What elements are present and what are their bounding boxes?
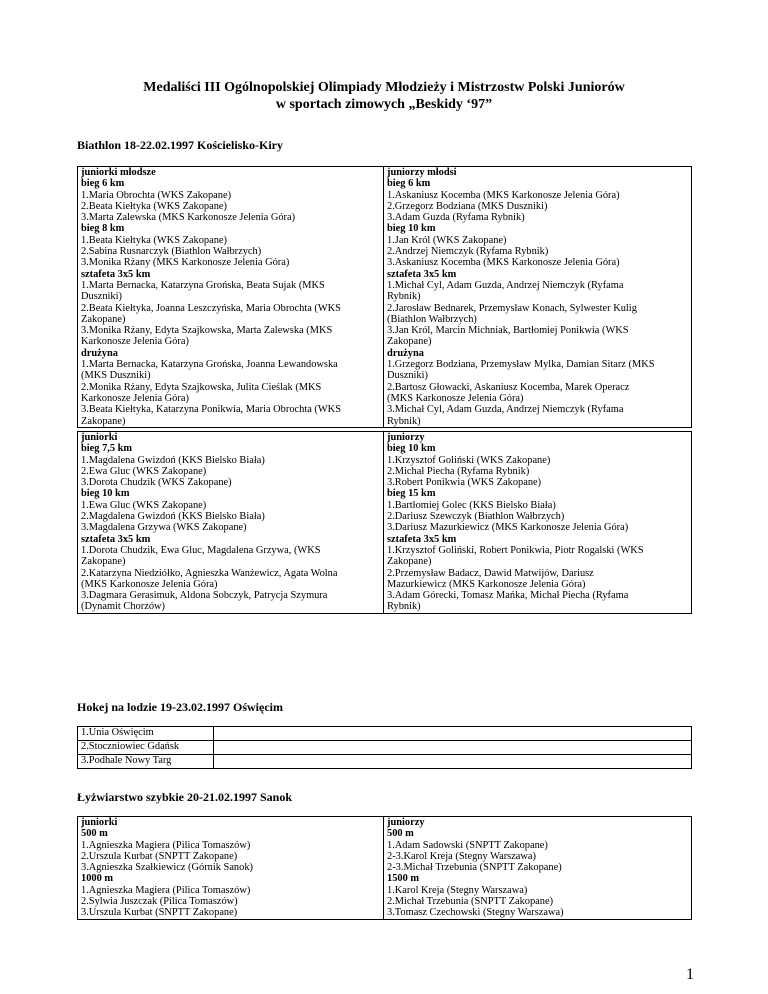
category-heading: bieg 8 km: [81, 223, 125, 235]
category-heading: bieg 7,5 km: [81, 443, 133, 455]
result-line: 2.Ewa Gluc (WKS Zakopane): [81, 465, 207, 477]
category-heading: bieg 10 km: [387, 223, 436, 235]
result-line: 1.Jan Król (WKS Zakopane): [387, 234, 507, 246]
category-heading: 500 m: [81, 828, 108, 840]
result-line: 2.Beata Kiełtyka (WKS Zakopane): [81, 200, 227, 212]
empty-cell: [214, 741, 692, 755]
result-line: 3.Askaniusz Kocemba (MKS Karkonosze Jelenia Góra): [387, 257, 620, 269]
result-line: Zakopane): [81, 415, 126, 427]
empty-cell: [214, 727, 692, 741]
category-heading: juniorki: [81, 817, 118, 828]
category-heading: juniorki młodsze: [81, 167, 156, 178]
result-line: (Biathlon Wałbrzych): [387, 313, 477, 325]
result-line: 1.Dorota Chudzik, Ewa Gluc, Magdalena Grzywa, (WKS: [81, 544, 321, 556]
result-line: 3.Monika Rżany, Edyta Szajkowska, Marta Zalewska (MKS: [81, 325, 333, 337]
hockey-place-2: 2.Stoczniowiec Gdańsk: [78, 741, 214, 755]
result-line: Rybnik): [387, 415, 421, 427]
result-line: 3.Dariusz Mazurkiewicz (MKS Karkonosze Jelenia Góra): [387, 522, 629, 534]
result-line: 1.Magdalena Gwizdoń (KKS Bielsko Biała): [81, 454, 265, 466]
result-line: 2.Jarosław Bednarek, Przemysław Konach, Sylwester Kulig: [387, 302, 637, 314]
title-line-1: Medaliści III Ogólnopolskiej Olimpiady Młodzieży i Mistrzostw Polski Juniorów: [143, 80, 625, 95]
result-line: Rybnik): [387, 601, 421, 613]
result-line: 1.Karol Kreja (Stegny Warszawa): [387, 884, 528, 896]
result-line: 2.Michał Piecha (Ryfama Rybnik): [387, 465, 530, 477]
result-line: 2.Andrzej Niemczyk (Ryfama Rybnik): [387, 246, 549, 258]
result-line: 2.Sabina Rusnarczyk (Biathlon Wałbrzych): [81, 246, 262, 258]
biathlon-table-juniors: [77, 431, 692, 614]
title-line-2: w sportach zimowych „Beskidy ‘97”: [275, 97, 493, 112]
result-line: 3.Marta Zalewska (MKS Karkonosze Jelenia Góra): [81, 212, 296, 224]
category-heading: bieg 15 km: [387, 488, 436, 500]
result-line: 1.Askaniusz Kocemba (MKS Karkonosze Jelenia Góra): [387, 189, 620, 201]
category-heading: juniorki: [81, 432, 118, 443]
category-heading: 1000 m: [81, 873, 114, 885]
category-heading: bieg 10 km: [387, 443, 436, 455]
result-line: Mazurkiewicz (MKS Karkonosze Jelenia Góra): [387, 578, 586, 590]
result-line: Zakopane): [387, 336, 432, 348]
table-row: [78, 755, 692, 769]
biathlon-junior-boys-cell: [384, 432, 692, 614]
table-row: [78, 741, 692, 755]
result-line: 2.Przemysław Badacz, Dawid Matwijów, Dariusz: [387, 567, 594, 579]
result-line: Duszniki): [387, 370, 428, 382]
result-line: 2.Dariusz Szewczyk (Biathlon Wałbrzych): [387, 511, 565, 523]
result-line: 3.Magdalena Grzywa (WKS Zakopane): [81, 522, 247, 534]
result-line: 2-3.Karol Kreja (Stegny Warszawa): [387, 850, 536, 862]
result-line: 1.Krzysztof Goliński, Robert Ponikwia, Piotr Rogalski (WKS: [387, 544, 644, 556]
result-line: Zakopane): [81, 313, 126, 325]
result-line: (MKS Karkonosze Jelenia Góra): [387, 392, 524, 404]
category-heading: drużyna: [387, 347, 424, 359]
result-line: 2.Michał Trzebunia (SNPTT Zakopane): [387, 896, 554, 908]
result-line: Duszniki): [81, 291, 122, 303]
category-heading: 500 m: [387, 828, 414, 840]
hockey-place-3: 3.Podhale Nowy Targ: [78, 755, 214, 769]
result-line: 1.Beata Kiełtyka (WKS Zakopane): [81, 234, 227, 246]
result-line: 3.Jan Król, Marcin Michniak, Bartłomiej Ponikwia (WKS: [387, 325, 629, 337]
biathlon-table-younger: [77, 166, 692, 428]
page-number: 1: [686, 966, 694, 983]
hockey-heading: Hokej na lodzie 19-23.02.1997 Oświęcim: [77, 700, 283, 714]
biathlon-junior-girls-cell: [78, 432, 384, 614]
speed-skating-boys-cell: [384, 817, 692, 920]
category-heading: juniorzy: [387, 817, 425, 828]
document-title: [0, 79, 768, 113]
result-line: 2-3.Michał Trzebunia (SNPTT Zakopane): [387, 862, 562, 874]
result-line: 2.Bartosz Głowacki, Askaniusz Kocemba, Marek Operacz: [387, 381, 630, 393]
category-heading: drużyna: [81, 347, 118, 359]
category-heading: bieg 6 km: [387, 178, 431, 190]
result-line: 2.Katarzyna Niedziółko, Agnieszka Wanżewicz, Agata Wolna: [81, 567, 338, 579]
result-line: 1.Agnieszka Magiera (Pilica Tomaszów): [81, 839, 251, 851]
category-heading: juniorzy: [387, 432, 425, 443]
category-heading: sztafeta 3x5 km: [387, 268, 457, 280]
hockey-table: [77, 726, 692, 769]
category-heading: bieg 6 km: [81, 178, 125, 190]
result-line: 1.Ewa Gluc (WKS Zakopane): [81, 499, 207, 511]
result-line: 3.Michał Cyl, Adam Guzda, Andrzej Niemczyk (Ryfama: [387, 404, 624, 416]
speed-skating-girls-cell: [78, 817, 384, 920]
result-line: 2.Beata Kiełtyka, Joanna Leszczyńska, Maria Obrochta (WKS: [81, 302, 341, 314]
biathlon-younger-girls-cell: [78, 167, 384, 428]
category-heading: sztafeta 3x5 km: [81, 533, 151, 545]
category-heading: 1500 m: [387, 873, 420, 885]
result-line: 3.Monika Rżany (MKS Karkonosze Jelenia Góra): [81, 257, 290, 269]
result-line: Rybnik): [387, 291, 421, 303]
category-heading: juniorzy młodsi: [387, 167, 457, 178]
result-line: 1.Marta Bernacka, Katarzyna Grońska, Joanna Lewandowska: [81, 359, 338, 371]
result-line: 3.Dagmara Gerasimuk, Aldona Sobczyk, Patrycja Szymura: [81, 590, 328, 602]
result-line: (Dynamit Chorzów): [81, 601, 165, 613]
result-line: 2.Grzegorz Bodziana (MKS Duszniki): [387, 200, 548, 212]
result-line: 3.Adam Górecki, Tomasz Mańka, Michał Piecha (Ryfama: [387, 590, 629, 602]
result-line: 2.Magdalena Gwizdoń (KKS Bielsko Biała): [81, 511, 265, 523]
result-line: (MKS Karkonosze Jelenia Góra): [81, 578, 218, 590]
result-line: 3.Dorota Chudzik (WKS Zakopane): [81, 477, 232, 489]
category-heading: bieg 10 km: [81, 488, 130, 500]
empty-cell: [214, 755, 692, 769]
table-row: [78, 727, 692, 741]
result-line: 1.Bartłomiej Golec (KKS Bielsko Biała): [387, 499, 556, 511]
result-line: 3.Tomasz Czechowski (Stegny Warszawa): [387, 907, 564, 919]
result-line: 2.Monika Rżany, Edyta Szajkowska, Julita Cieślak (MKS: [81, 381, 322, 393]
hockey-place-1: 1.Unia Oświęcim: [78, 727, 214, 741]
result-line: Karkonosze Jelenia Góra): [81, 336, 189, 348]
result-line: 3.Urszula Kurbat (SNPTT Zakopane): [81, 907, 238, 919]
result-line: Zakopane): [81, 556, 126, 568]
result-line: 1.Maria Obrochta (WKS Zakopane): [81, 189, 232, 201]
result-line: 1.Agnieszka Magiera (Pilica Tomaszów): [81, 884, 251, 896]
result-line: (MKS Duszniki): [81, 370, 151, 382]
result-line: 3.Robert Ponikwia (WKS Zakopane): [387, 477, 542, 489]
result-line: 2.Sylwia Juszczak (Pilica Tomaszów): [81, 896, 238, 908]
category-heading: sztafeta 3x5 km: [387, 533, 457, 545]
result-line: 2.Urszula Kurbat (SNPTT Zakopane): [81, 850, 238, 862]
result-line: 1.Michał Cyl, Adam Guzda, Andrzej Niemczyk (Ryfama: [387, 279, 624, 291]
result-line: Zakopane): [387, 556, 432, 568]
biathlon-younger-boys-cell: [384, 167, 692, 428]
result-line: 1.Adam Sadowski (SNPTT Zakopane): [387, 839, 548, 851]
speed-skating-table: [77, 816, 692, 920]
result-line: 1.Grzegorz Bodziana, Przemysław Mylka, Damian Sitarz (MKS: [387, 359, 655, 371]
result-line: 3.Agnieszka Szałkiewicz (Górnik Sanok): [81, 862, 253, 874]
result-line: 3.Beata Kiełtyka, Katarzyna Ponikwia, Maria Obrochta (WKS: [81, 404, 341, 416]
category-heading: sztafeta 3x5 km: [81, 268, 151, 280]
result-line: 3.Adam Guzda (Ryfama Rybnik): [387, 212, 525, 224]
result-line: 1.Krzysztof Goliński (WKS Zakopane): [387, 454, 551, 466]
result-line: 1.Marta Bernacka, Katarzyna Grońska, Beata Sujak (MKS: [81, 279, 325, 291]
biathlon-heading: Biathlon 18-22.02.1997 Kościelisko-Kiry: [77, 138, 284, 152]
speed-skating-heading: Łyżwiarstwo szybkie 20-21.02.1997 Sanok: [77, 790, 293, 804]
result-line: Karkonosze Jelenia Góra): [81, 392, 189, 404]
